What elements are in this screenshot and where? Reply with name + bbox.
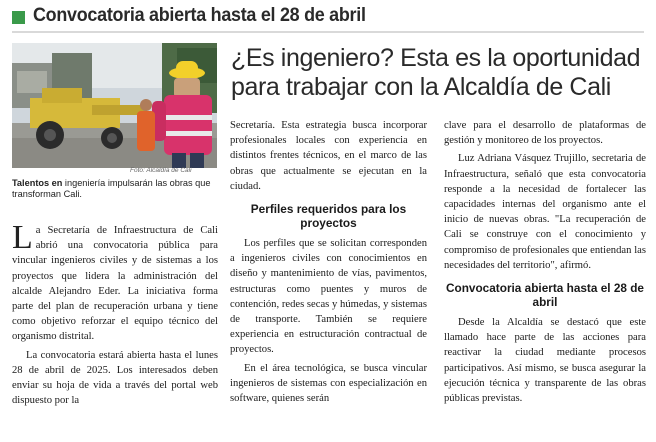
article-column-1 <box>12 219 218 408</box>
headline: ¿Es ingeniero? Esta es la oportunidad para trabajar con la Alcaldía de Cali <box>231 44 641 101</box>
drop-cap: L <box>12 219 33 256</box>
column-2-paragraph-2: Los perfiles que se solicitan corresponden a ingenieros civiles con conocimientos en diseño y mantenimiento de vías, pavimentos, estructuras como puentes y muros de contención, redes secas y húmedas, y sistemas de transporte. También se requiere experiencia en estructuración contractual de proyectos. <box>230 238 427 356</box>
column-3-paragraph-2: Luz Adriana Vásquez Trujillo, secretaria de Infraestructura, señaló que esta convocatoria responde a la necesidad de fortalecer las capacidades internas del organismo ante el inicio de nuevas obras. "La recuperación de Cali se construye con el conocimiento y compromiso de profesionales que entiendan las necesidades del territorio", afirmó. <box>444 153 646 271</box>
article-column-2 <box>230 118 427 406</box>
kicker-title: Convocatoria abierta hasta el 28 de abril <box>33 4 366 26</box>
column-1-paragraph-1-text: a Secretaría de Infraestructura de Cali abrió una convocatoria pública para vincular ingenieros civiles y de sistemas a los proyectos que lidera la administración del alcalde Alejandro Eder. La iniciativa forma parte del plan de recuperación urbana y tiene como objetivo reforzar el equipo técnico del organismo distrital. <box>12 225 218 343</box>
section-marker-square <box>12 11 25 24</box>
article-column-3 <box>444 118 646 406</box>
column-2-paragraph-1: Secretaría. Esta estrategia busca incorporar profesionales locales con experiencia en distintos frentes técnicos, en el marco de las obras que actualmente se ejecutan en la ciudad. <box>230 120 427 192</box>
column-2-paragraph-3: En el área tecnológica, se busca vincular ingenieros de sistemas con especialización en software, quienes serán <box>230 362 427 405</box>
road-work-photo-illustration <box>12 43 217 168</box>
subhead-perfiles: Perfiles requeridos para los proyectos <box>250 202 407 231</box>
subhead-convocatoria: Convocatoria abierta hasta el 28 de abril <box>445 281 644 310</box>
photo-caption <box>12 178 218 200</box>
column-3-paragraph-1: clave para el desarrollo de plataformas de gestión y monitoreo de los proyectos. <box>444 120 646 147</box>
column-1-paragraph-1 <box>12 219 218 345</box>
column-1-paragraph-2: La convocatoria estará abierta hasta el lunes 28 de abril de 2025. Los interesados deben enviar su hoja de vida a través del portal web dispuesto por la <box>12 349 218 407</box>
caption-lead: Talentos en <box>12 178 63 188</box>
photo-credit: Foto: Alcaldía de Cali <box>130 167 192 174</box>
caption-text: ingeniería impulsarán las obras que transforman Cali. <box>12 178 211 199</box>
section-header <box>0 0 656 38</box>
article-photo <box>12 43 217 168</box>
column-3-paragraph-3: Desde la Alcaldía se destacó que este llamado hace parte de las acciones para reactivar la ciudad mediante procesos participativos. Así mismo, se busca asegurar la ejecución técnica y transparente de las obras públicas previstas. <box>444 317 646 405</box>
header-rule <box>12 31 644 33</box>
